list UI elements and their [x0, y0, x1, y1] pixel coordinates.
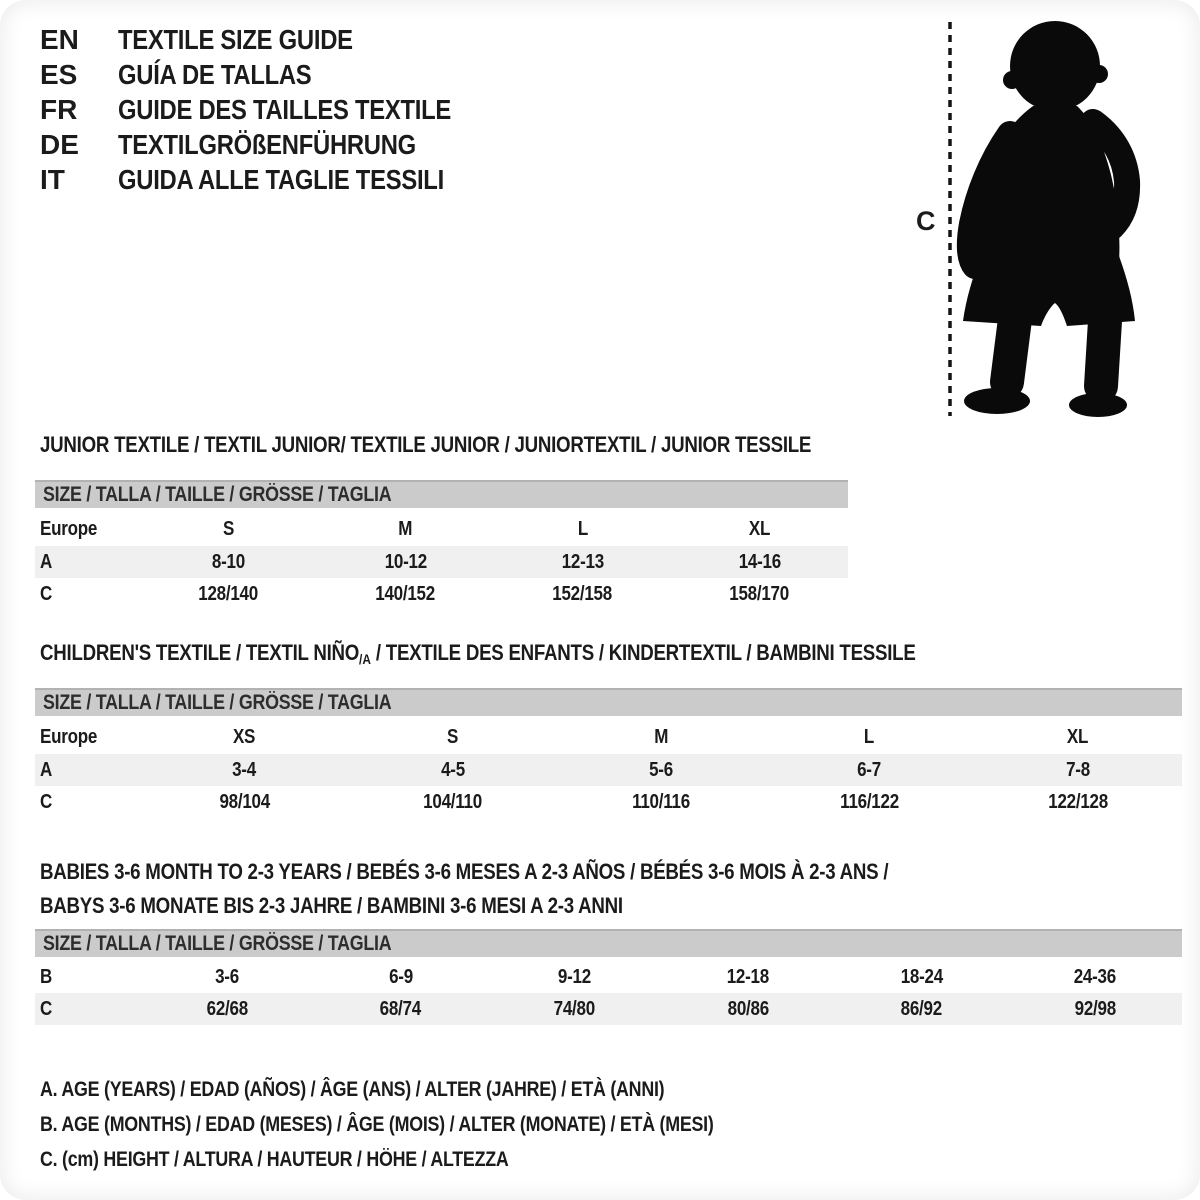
lang-code: IT	[40, 163, 65, 195]
table-row	[35, 754, 1182, 786]
height-cell: 122/128	[1047, 790, 1108, 813]
junior-textile-section	[35, 434, 848, 610]
size-cell: M	[398, 517, 413, 540]
size-cell: S	[447, 725, 459, 748]
lang-row-es	[40, 57, 510, 92]
age-cell: 3-4	[232, 758, 257, 781]
lang-row-fr	[40, 92, 510, 127]
height-cell: 80/86	[727, 997, 769, 1020]
toddler-silhouette-icon	[915, 16, 1165, 431]
lang-label: GUIDE DES TAILLES TEXTILE	[118, 93, 452, 125]
age-cell: 3-6	[214, 965, 239, 988]
legend-line-c: C. (cm) HEIGHT / ALTURA / HAUTEUR / HÖHE / ALTEZZA	[40, 1148, 509, 1171]
table-row	[35, 546, 848, 578]
height-cell: 86/92	[900, 997, 943, 1020]
height-cell: 152/158	[552, 582, 613, 605]
row-label: Europe	[40, 517, 98, 540]
height-cell: 110/116	[632, 790, 690, 813]
lang-label: TEXTILGRÖßENFÜHRUNG	[118, 128, 416, 160]
size-cell: L	[577, 517, 588, 540]
legend-line-a: A. AGE (YEARS) / EDAD (AÑOS) / ÂGE (ANS) / ALTER (JAHRE) / ETÀ (ANNI)	[40, 1078, 665, 1101]
height-cell: 104/110	[423, 790, 482, 813]
table-row	[35, 512, 848, 546]
age-cell: 18-24	[900, 965, 943, 988]
lang-row-de	[40, 127, 510, 162]
size-cell: L	[864, 725, 875, 748]
lang-row-it	[40, 162, 510, 197]
height-cell: 62/68	[206, 997, 248, 1020]
height-cell: 128/140	[198, 582, 259, 605]
lang-code: ES	[40, 58, 78, 90]
lang-label: GUIDA ALLE TAGLIE TESSILI	[118, 163, 444, 195]
height-cell: 116/122	[840, 790, 899, 813]
heading-subscript: /A	[359, 651, 371, 667]
lang-label: TEXTILE SIZE GUIDE	[118, 23, 353, 55]
age-cell: 8-10	[211, 550, 246, 573]
babies-section-heading: BABIES 3-6 MONTH TO 2-3 YEARS / BEBÉS 3-6 MESES A 2-3 AÑOS / BÉBÉS 3-6 MOIS À 2-3 ANS / BABYS 3-6 MONATE BIS 2-3 JAHRE / BAMBINI 3-6 MESI A 2-3 ANNI	[40, 859, 889, 918]
lang-row-en	[40, 22, 510, 57]
age-cell: 7-8	[1065, 758, 1090, 781]
size-header-bar: SIZE / TALLA / TAILLE / GRÖSSE / TAGLIA	[35, 929, 1182, 957]
size-cell: XS	[233, 725, 256, 748]
row-label: C	[40, 997, 53, 1020]
row-label: B	[40, 965, 53, 988]
table-row	[35, 961, 1182, 993]
height-cell: 74/80	[553, 997, 595, 1020]
row-label: Europe	[40, 725, 98, 748]
age-cell: 9-12	[557, 965, 591, 988]
height-cell: 158/170	[729, 582, 790, 605]
legend-line-b: B. AGE (MONTHS) / EDAD (MESES) / ÂGE (MOIS) / ALTER (MONATE) / ETÀ (MESI)	[40, 1113, 714, 1136]
age-cell: 5-6	[649, 758, 673, 781]
size-header-bar: SIZE / TALLA / TAILLE / GRÖSSE / TAGLIA	[35, 480, 848, 508]
size-cell: XL	[1067, 725, 1089, 748]
size-header-bar: SIZE / TALLA / TAILLE / GRÖSSE / TAGLIA	[35, 688, 1182, 716]
age-cell: 14-16	[738, 550, 781, 573]
table-row	[35, 786, 1182, 818]
language-header	[40, 22, 510, 197]
height-cell: 98/104	[218, 790, 270, 813]
size-cell: M	[654, 725, 668, 748]
junior-section-heading: JUNIOR TEXTILE / TEXTIL JUNIOR/ TEXTILE JUNIOR / JUNIORTEXTIL / JUNIOR TESSILE	[40, 432, 812, 457]
legend	[40, 1072, 832, 1177]
age-cell: 12-13	[561, 550, 604, 573]
children-textile-section	[35, 642, 1182, 818]
size-cell: S	[222, 517, 235, 540]
lang-label: GUÍA DE TALLAS	[118, 58, 312, 90]
babies-textile-section	[35, 855, 1182, 1025]
row-label: A	[40, 758, 53, 781]
height-cell: 68/74	[379, 997, 422, 1020]
row-label: C	[40, 790, 53, 813]
age-cell: 6-7	[857, 758, 882, 781]
height-cell: 140/152	[375, 582, 436, 605]
table-row	[35, 720, 1182, 754]
height-marker-label: C	[916, 206, 936, 236]
height-cell: 92/98	[1074, 997, 1116, 1020]
table-row	[35, 578, 848, 610]
size-cell: XL	[748, 517, 771, 540]
age-cell: 6-9	[388, 965, 413, 988]
toddler-figure	[915, 16, 1165, 431]
row-label: A	[40, 550, 53, 573]
children-section-heading: CHILDREN'S TEXTILE / TEXTIL NIÑO/A / TEXTILE DES ENFANTS / KINDERTEXTIL / BAMBINI TESSILE	[40, 640, 916, 667]
age-cell: 12-18	[726, 965, 769, 988]
lang-code: FR	[40, 93, 78, 125]
lang-code: DE	[40, 128, 79, 160]
row-label: C	[40, 582, 53, 605]
age-cell: 10-12	[384, 550, 427, 573]
age-cell: 24-36	[1074, 965, 1117, 988]
table-row	[35, 993, 1182, 1025]
lang-code: EN	[40, 23, 79, 55]
age-cell: 4-5	[440, 758, 465, 781]
